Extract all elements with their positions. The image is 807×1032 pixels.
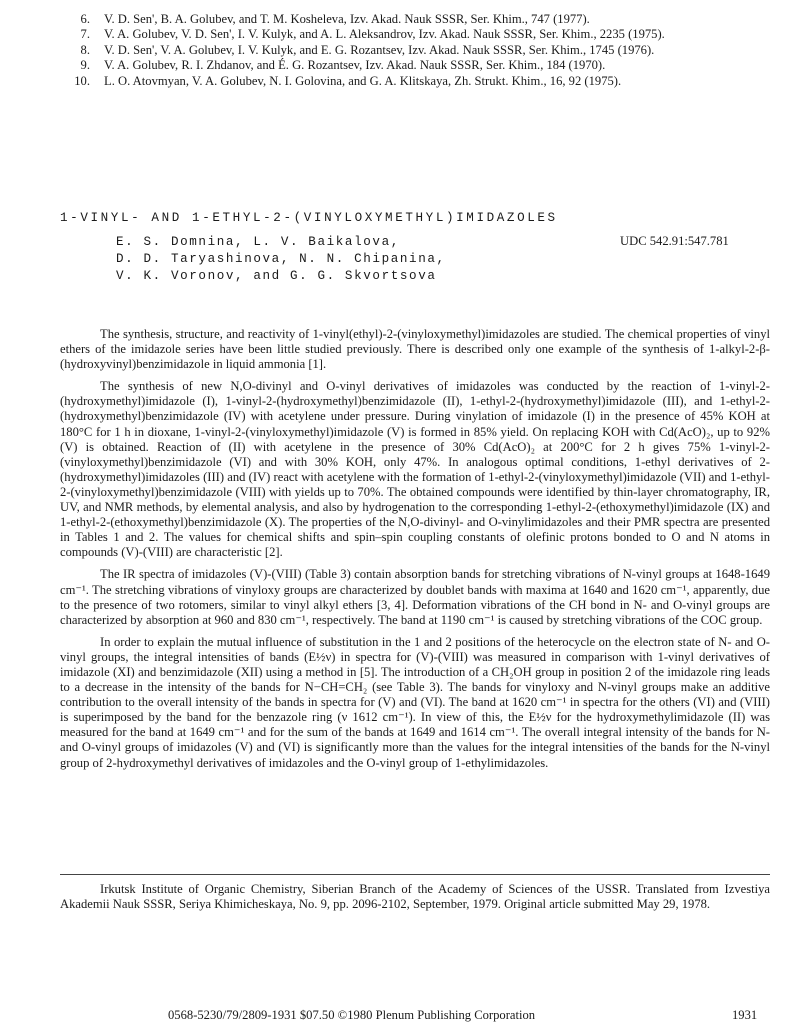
affiliation-note: Irkutsk Institute of Organic Chemistry, Siberian Branch of the Academy of Sciences of the USSR. Translated from Izvestiya Akademii Nauk SSSR, Seriya Khimicheskaya, No. 9, pp. 2096-2102, September, 1979. Original article submitted May 29, 1978. (60, 882, 770, 912)
reference-number: 9. (80, 58, 90, 73)
reference-text: L. O. Atovmyan, V. A. Golubev, N. I. Golovina, and G. A. Klitskaya, Zh. Strukt. Khim., 16, 92 (1975). (104, 73, 622, 88)
reference-number: 7. (80, 27, 90, 42)
reference-item (60, 74, 780, 89)
udc-code: UDC 542.91:547.781 (620, 234, 729, 248)
reference-list (60, 12, 780, 89)
body-paragraph: The synthesis, structure, and reactivity of 1-vinyl(ethyl)-2-(vinyloxymethyl)imidazoles are studied. The chemical properties of vinyl ethers of the imidazole series have been little studied previously. There is described only one example of the synthesis of 1-alkyl-2-β-(hydroxyvinyl)benzimidazole in liquid ammonia [1]. (60, 327, 770, 372)
copyright-footer: 0568-5230/79/2809-1931 $07.50 ©1980 Plenum Publishing Corporation (168, 1008, 536, 1022)
author-list (116, 234, 446, 285)
footnote-divider (60, 874, 770, 875)
article-body (60, 327, 770, 778)
reference-item (60, 58, 780, 73)
reference-number: 10. (74, 73, 90, 88)
body-paragraph: The IR spectra of imidazoles (V)-(VIII) (Table 3) contain absorption bands for stretching vibrations of N-vinyl groups at 1648-1649 cm⁻¹. The stretching vibrations of vinyloxy groups are characterized by doublet bands with maxima at 1640 and 1620 cm⁻¹, apparently, due to the presence of two rotomers, similar to vinyl alkyl ethers [3, 4]. Deformation vibrations of the CH bond in N- and O-vinyl groups are characterized by absorption at 960 and 830 cm⁻¹, respectively. The band at 1190 cm⁻¹ is caused by stretching vibrations of the COC group. (60, 567, 770, 627)
reference-text: V. D. Sen', B. A. Golubev, and T. M. Kosheleva, Izv. Akad. Nauk SSSR, Ser. Khim., 747 (1977). (104, 12, 590, 26)
page-number: 1931 (732, 1008, 758, 1022)
reference-text: V. A. Golubev, R. I. Zhdanov, and É. G. Rozantsev, Izv. Akad. Nauk SSSR, Ser. Khim., 184 (1970). (104, 58, 606, 73)
reference-item (60, 27, 780, 42)
reference-text: V. A. Golubev, V. D. Sen', I. V. Kulyk, and A. L. Aleksandrov, Izv. Akad. Nauk SSSR, Ser. Khim., 2235 (1975). (104, 27, 665, 42)
reference-item (60, 12, 780, 27)
author-line: V. K. Voronov, and G. G. Skvortsova (116, 269, 437, 283)
article-title: 1-VINYL- AND 1-ETHYL-2-(VINYLOXYMETHYL)IMIDAZOLES (60, 211, 558, 225)
reference-number: 6. (80, 12, 90, 26)
author-line: E. S. Domnina, L. V. Baikalova, (116, 235, 400, 249)
reference-text: V. D. Sen', V. A. Golubev, I. V. Kulyk, and E. G. Rozantsev, Izv. Akad. Nauk SSSR, Ser. Khim., 1745 (1976). (104, 42, 655, 57)
author-line: D. D. Taryashinova, N. N. Chipanina, (116, 252, 446, 266)
body-paragraph: In order to explain the mutual influence of substitution in the 1 and 2 positions of the heterocycle on the electron state of N- and O-vinyl groups, the integral intensities of bands (E½ν) in spectra for (V)-(VIII) was measured in comparison with 1-vinyl derivatives of imidazole (XI) and benzimidazole (XII) using a method in [5]. The introduction of a CH₂OH group in position 2 of the imidazole ring leads to a decrease in the intensity of the bands for N−CH=CH₂ (see Table 3). The bands for vinyloxy and N-vinyl groups make an additive contribution to the overall intensity of the bands in spectra for (V) and (VI). The band at 1620 cm⁻¹ in spectra for the others (VI) and (VIII) is superimposed by the band for the benzazole ring (ν 1612 cm⁻¹). In view of this, the E½ν for the hydroxymethylimidazole (II) was measured for the band at 1649 cm⁻¹ and for the sum of the bands at 1649 and 1614 cm⁻¹. The overall integral intensity of the bands for N- and O-vinyl groups of imidazoles (V) and (VI) is significantly more than the values for the integral intensities of the bands for the N-vinyl group of 2-hydroxymethyl derivatives of imidazoles and the O-vinyl group of 1-ethylimidazoles. (60, 634, 770, 770)
reference-number: 8. (80, 42, 90, 57)
reference-item (60, 43, 780, 58)
body-paragraph: The synthesis of new N,O-divinyl and O-vinyl derivatives of imidazoles was conducted by the reaction of 1-vinyl-2-(hydroxymethyl)imidazole (I), 1-vinyl-2-(hydroxymethyl)benzimidazole (II), 1-ethyl-2-(hydroxymethyl)imidazole (III), and 1-ethyl-2-(hydroxymethyl)benzimidazole (IV) with acetylene under pressure. During vinylation of imidazole (I) in the presence of 45% KOH at 180°C for 1 h in dioxane, 1-vinyl-2-(vinyloxymethyl)imidazole (V) is formed in 85% yield. On replacing KOH with Cd(AcO)₂, up to 92% (V) is obtained. Reaction of (II) with acetylene in the presence of 30% Cd(AcO)₂ at 200°C for 2 h gives 75% 1-vinyl-2-(vinyloxymethyl)benzimidazole (VI) and with 30% KOH, only 47%. In analogous optimal conditions, 1-ethyl derivatives of 2-(hydroxymethyl)imidazoles (III) and (IV) react with acetylene with the formation of 1-ethyl-2-(vinyloxymethyl)imidazole (VII) and 1-ethyl-2-(vinyloxymethyl)benzimidazole (VIII) with yields up to 70%. The obtained compounds were identified by thin-layer chromatography, IR, UV, and NMR methods, by elemental analysis, and also by hydrogenation to the corresponding 1-ethyl-2-(ethoxymethyl)imidazole (IX) and 1-ethyl-2-(ethoxymethyl)benzimidazole (X). The properties of the N,O-divinyl- and O-vinylimidazoles and their PMR spectra are presented in Tables 1 and 2. The values for chemical shifts and spin–spin coupling constants of olefinic protons bonded to O and N atoms in compounds (V)-(VIII) are characteristic [2]. (60, 379, 770, 560)
